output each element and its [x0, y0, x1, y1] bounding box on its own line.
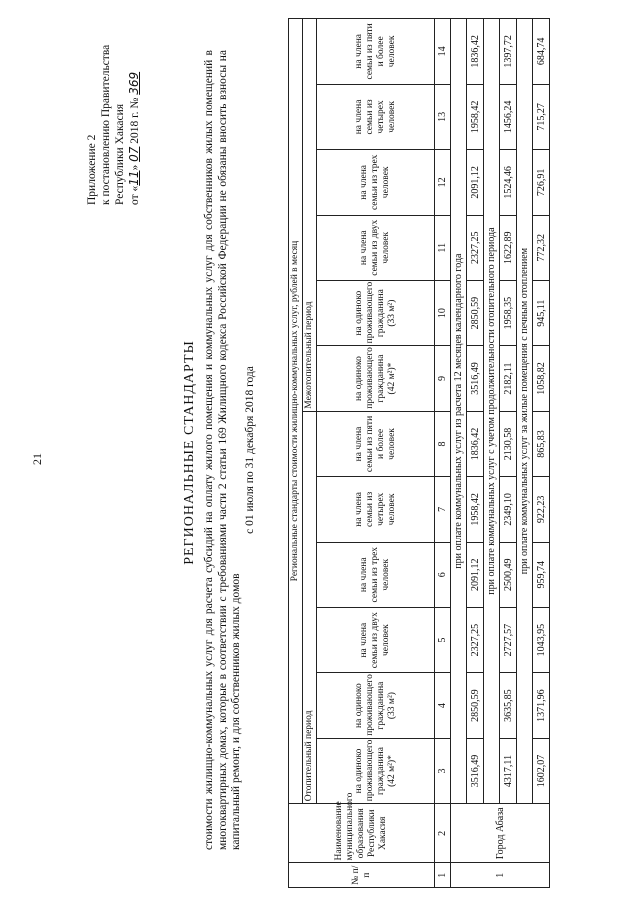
column-number: 10: [435, 280, 451, 345]
table-row: [500, 19, 517, 888]
standards-table: [288, 18, 550, 888]
subheader-cell: на одиноко проживающего гражданина (33 м²): [317, 673, 435, 738]
column-number: 2: [435, 804, 451, 863]
table-cell: 1397,72: [500, 19, 517, 85]
appendix-block: [85, 0, 142, 205]
header-group: Региональные стандарты стоимости жилищно-коммунальных услуг, рублей в месяц: [289, 19, 303, 804]
column-number: 13: [435, 84, 451, 149]
appendix-decree-line: к постановлению Правительства: [100, 44, 112, 205]
appendix-title: Приложение 2: [86, 134, 98, 205]
appendix-republic-line: Республики Хакасия: [114, 103, 126, 205]
date-prefix: от «: [129, 185, 141, 205]
subheader-cell: на члена семьи из четырех человек: [317, 477, 435, 542]
subtitle-text: стоимости жилищно-коммунальных услуг для расчета субсидий на оплату жилого помещения и коммунальных услуг для собственников жилых помещений в многоквартирных домах, которые в соответствии с требованиями части 2 статьи 169 Жилищного кодекса Российской Федерации не обязаны вносить взносы на капитальный ремонт, и для собственников жилых домов: [203, 50, 242, 850]
table-cell: 715,27: [533, 84, 550, 149]
column-number: 11: [435, 215, 451, 280]
subheader-cell: на члена семьи из двух человек: [317, 607, 435, 672]
header-municipality: Наименование муниципального образования Республики Хакасия: [289, 804, 435, 863]
column-number: 5: [435, 607, 451, 672]
table-cell: 1836,42: [467, 411, 484, 476]
table-cell: 945,11: [533, 280, 550, 345]
table-cell: 4317,11: [500, 738, 517, 803]
table-cell: 2727,57: [500, 607, 517, 672]
table-row: [533, 19, 550, 888]
table-cell: 684,74: [533, 19, 550, 85]
table-cell: 959,74: [533, 542, 550, 607]
table-cell: 2327,25: [467, 215, 484, 280]
table-cell: 2850,59: [467, 673, 484, 738]
appendix-date-line: [127, 0, 142, 205]
table-cell: 726,91: [533, 150, 550, 215]
subheader-cell: на члена семьи из пяти и более человек: [317, 411, 435, 476]
decree-number: 369: [127, 71, 141, 95]
table-cell: 2500,49: [500, 542, 517, 607]
subheader-cell: на члена семьи из четырех человек: [317, 84, 435, 149]
header-row-number: № п/п: [289, 863, 435, 888]
subheader-cell: на одиноко проживающего гражданина (42 м²)*: [317, 346, 435, 411]
header-non-heating-period: Межотопительный период: [303, 19, 317, 412]
table-cell: 2130,58: [500, 411, 517, 476]
table-cell: 1524,46: [500, 150, 517, 215]
subheader-cell: на члена семьи из трех человек: [317, 542, 435, 607]
column-number: 1: [435, 863, 451, 888]
table-cell: 1371,96: [533, 673, 550, 738]
column-number: 9: [435, 346, 451, 411]
table-cell: 1043,95: [533, 607, 550, 672]
subheader-cell: на члена семьи из двух человек: [317, 215, 435, 280]
section-label: при оплате коммунальных услуг с учетом продолжительности отопительного периода: [484, 19, 500, 804]
municipality-name: Город Абаза: [451, 804, 550, 863]
page-number: 21: [30, 453, 44, 465]
section-row: [451, 19, 467, 888]
row-number: 1: [451, 863, 550, 888]
table-cell: 2349,10: [500, 477, 517, 542]
table-cell: 3635,85: [500, 673, 517, 738]
table-cell: 3516,49: [467, 738, 484, 803]
table-cell: 1958,42: [467, 477, 484, 542]
table-cell: 772,32: [533, 215, 550, 280]
document-subtitle: [203, 50, 257, 850]
document-title: РЕГИОНАЛЬНЫЕ СТАНДАРТЫ: [182, 340, 197, 565]
subheader-cell: на члена семьи из пяти и более человек: [317, 19, 435, 85]
date-day: 11: [127, 170, 141, 186]
column-number: 12: [435, 150, 451, 215]
column-number: 4: [435, 673, 451, 738]
table-cell: 1958,42: [467, 84, 484, 149]
column-number: 14: [435, 19, 451, 85]
table-cell: 2182,11: [500, 346, 517, 411]
column-number: 8: [435, 411, 451, 476]
column-number: 3: [435, 738, 451, 803]
table-cell: 2091,12: [467, 150, 484, 215]
column-number-row: [435, 19, 451, 888]
column-number: 6: [435, 542, 451, 607]
section-label: при оплате коммунальных услуг из расчета 12 месяцев календарного года: [451, 19, 467, 804]
table-cell: 1836,42: [467, 19, 484, 85]
date-year: 2018 г. №: [129, 97, 141, 144]
subheader-cell: на члена семьи из трех человек: [317, 150, 435, 215]
subtitle-period: с 01 июля по 31 декабря 2018 года: [243, 366, 256, 534]
table-cell: 2327,25: [467, 607, 484, 672]
table-cell: 3516,49: [467, 346, 484, 411]
date-month: 07: [127, 146, 141, 162]
table-cell: 2091,12: [467, 542, 484, 607]
column-number: 7: [435, 477, 451, 542]
table-cell: 1602,07: [533, 738, 550, 803]
table-cell: 2850,59: [467, 280, 484, 345]
subheader-cell: на одиноко проживающего гражданина (33 м²): [317, 280, 435, 345]
table-cell: 1058,82: [533, 346, 550, 411]
date-mid: »: [129, 164, 141, 171]
table-cell: 1622,89: [500, 215, 517, 280]
header-heating-period: Отопительный период: [303, 411, 317, 803]
table-cell: 922,23: [533, 477, 550, 542]
table-cell: 1456,24: [500, 84, 517, 149]
section-label: при оплате коммунальных услуг за жилые помещения с печным отоплением: [517, 19, 533, 804]
table-cell: 1958,35: [500, 280, 517, 345]
table-cell: 865,83: [533, 411, 550, 476]
section-row: [484, 19, 500, 888]
table-row: [467, 19, 484, 888]
subheader-cell: на одиноко проживающего гражданина (42 м²)*: [317, 738, 435, 803]
section-row: [517, 19, 533, 888]
